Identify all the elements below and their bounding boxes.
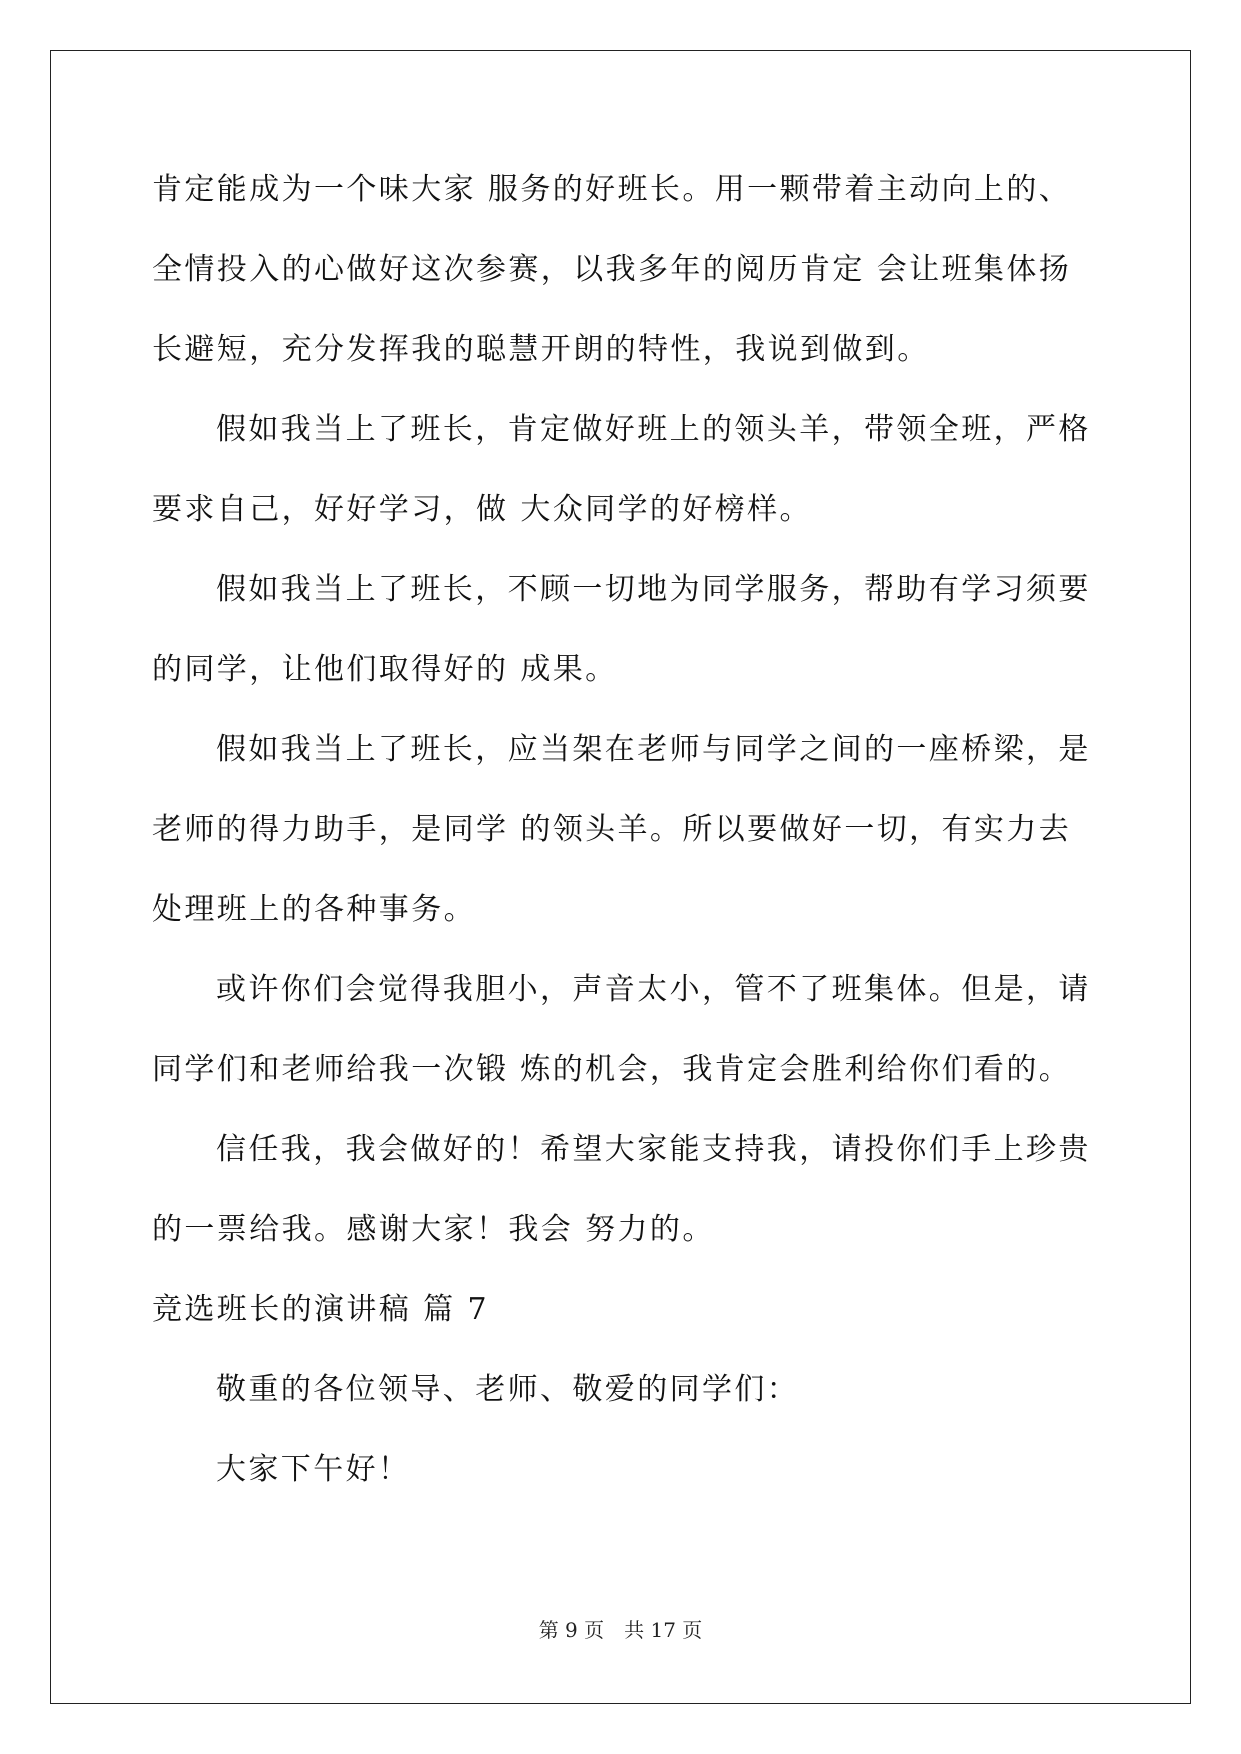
paragraph: 假如我当上了班长，不顾一切地为同学服务，帮助有学习须要的同学，让他们取得好的 成果。 [152, 572, 1091, 687]
section-heading: 竞选班长的演讲稿 篇 7 [152, 1292, 489, 1327]
paragraph: 信任我，我会做好的！希望大家能支持我，请投你们手上珍贵的一票给我。感谢大家！我会 努力的。 [152, 1132, 1091, 1247]
paragraph: 假如我当上了班长，应当架在老师与同学之间的一座桥梁，是老师的得力助手，是同学 的领头羊。所以要做好一切，有实力去处理班上的各种事务。 [152, 732, 1091, 927]
paragraph: 或许你们会觉得我胆小，声音太小，管不了班集体。但是，请同学们和老师给我一次锻 炼的机会，我肯定会胜利给你们看的。 [152, 972, 1091, 1087]
paragraph: 假如我当上了班长，肯定做好班上的领头羊，带领全班，严格要求自己，好好学习，做 大众同学的好榜样。 [152, 412, 1091, 527]
document-body [152, 150, 1100, 1510]
paragraph: 肯定能成为一个味大家 服务的好班长。用一颗带着主动向上的、全情投入的心做好这次参赛，以我多年的阅历肯定 会让班集体扬长避短，充分发挥我的聪慧开朗的特性，我说到做到。 [152, 172, 1072, 367]
salutation-line: 大家下午好！ [216, 1452, 411, 1487]
page-number-footer: 第 9 页 共 17 页 [538, 1618, 703, 1642]
greeting-line: 敬重的各位领导、老师、敬爱的同学们： [216, 1372, 800, 1407]
